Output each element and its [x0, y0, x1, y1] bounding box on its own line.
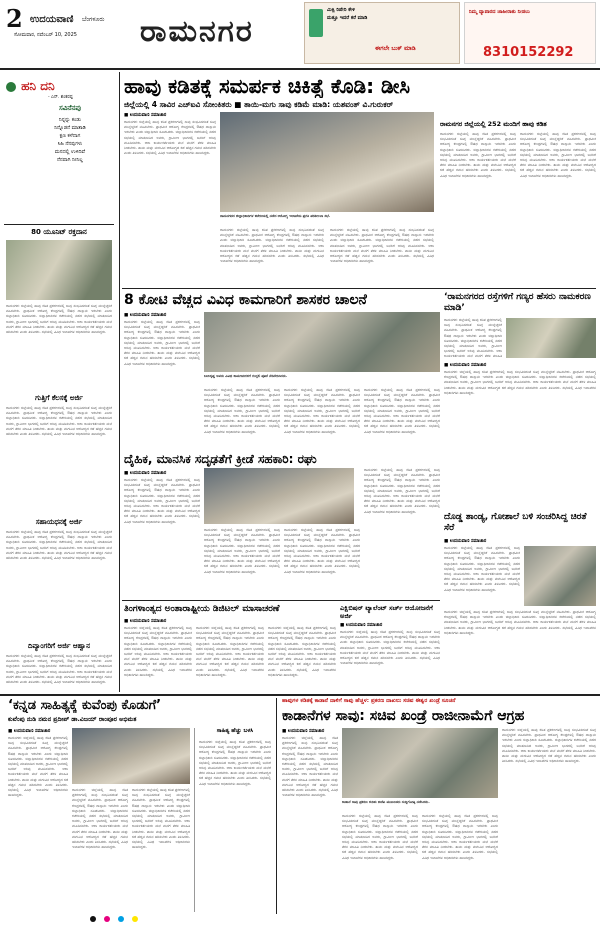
paper-name: ಉದಯವಾಣಿ: [30, 14, 74, 25]
byline: ■ ಉದಯವಾಣಿ ಸಮಾಚಾರ: [124, 471, 167, 476]
article-body: ರಾಮನಗರ: ಜಿಲ್ಲೆಯಲ್ಲಿ ಹಾವು ಕಡಿತ ಪ್ರಕರಣಗಳಲ್ಲಿ ಸಾವು ಸಂಭವಿಸದಂತೆ ಸೂಕ್ತ ಮುನ್ನೆಚ್ಚರಿಕೆ ವಹಿಸಬೇಕು. ಪ್ರಾಥಮಿಕ ಆರೋಗ್ಯ ಕೇಂದ್ರಗಳಲ್ಲಿ ಔಷಧ ದಾಸ್ತಾನು ಇರಬೇಕು ಎಂದು ಜಿಲ್ಲಾಧಿಕಾರಿ ಸೂಚಿಸಿದರು. ಜಿಲ್ಲಾಧಿಕಾರಿಗಳ ಕಚೇರಿಯಲ್ಲಿ ನಡೆದ ಸಭೆಯಲ್ಲಿ ಮಾತನಾಡಿದ ಅವರು, ಗ್ರಾಮೀಣ ಭಾಗದಲ್ಲಿ ಜನರಿಗೆ ಅರಿವು ಮೂಡಿಸಬೇಕು. ಆಶಾ ಕಾರ್ಯಕರ್ತೆಯರು ಮನೆ ಮನೆಗೆ ತೆರಳಿ ಮಾಹಿತಿ ನೀಡಬೇಕು. ತಾಯಿ ಮತ್ತು ಮಗುವಿನ ಆರೋಗ್ಯದ ಕಡೆ ಹೆಚ್ಚಿನ ಗಮನ ಹರಿಸಬೇಕು ಎಂದು ತಿಳಿಸಿದರು. ಸಭೆಯಲ್ಲಿ ವಿವಿಧ ಇಲಾಖೆಗಳ ಅಧಿಕಾರಿಗಳು ಹಾಜರಿದ್ದರು.: [444, 546, 520, 592]
kuvempu-event-photo: [72, 728, 190, 784]
poem-box: [30, 104, 110, 224]
article-body: ರಾಮನಗರ: ಜಿಲ್ಲೆಯಲ್ಲಿ ಹಾವು ಕಡಿತ ಪ್ರಕರಣಗಳಲ್ಲಿ ಸಾವು ಸಂಭವಿಸದಂತೆ ಸೂಕ್ತ ಮುನ್ನೆಚ್ಚರಿಕೆ ವಹಿಸಬೇಕು. ಪ್ರಾಥಮಿಕ ಆರೋಗ್ಯ ಕೇಂದ್ರಗಳಲ್ಲಿ ಔಷಧ ದಾಸ್ತಾನು ಇರಬೇಕು ಎಂದು ಜಿಲ್ಲಾಧಿಕಾರಿ ಸೂಚಿಸಿದರು. ಜಿಲ್ಲಾಧಿಕಾರಿಗಳ ಕಚೇರಿಯಲ್ಲಿ ನಡೆದ ಸಭೆಯಲ್ಲಿ ಮಾತನಾಡಿದ ಅವರು, ಗ್ರಾಮೀಣ ಭಾಗದಲ್ಲಿ ಜನರಿಗೆ ಅರಿವು ಮೂಡಿಸಬೇಕು. ಆಶಾ ಕಾರ್ಯಕರ್ತೆಯರು ಮನೆ ಮನೆಗೆ ತೆರಳಿ ಮಾಹಿತಿ ನೀಡಬೇಕು. ತಾಯಿ ಮತ್ತು ಮಗುವಿನ ಆರೋಗ್ಯದ ಕಡೆ ಹೆಚ್ಚಿನ ಗಮನ ಹರಿಸಬೇಕು ಎಂದು ತಿಳಿಸಿದರು. ಸಭೆಯಲ್ಲಿ ವಿವಿಧ ಇಲಾಖೆಗಳ ಅಧಿಕಾರಿಗಳು ಹಾಜರಿದ್ದರು.: [282, 736, 338, 798]
column-logo: ಹನಿ ದನಿ: [21, 79, 55, 93]
poem-line: ನಿನ್ನೊಡನೆ ಮಾತಾಡಿ: [54, 125, 86, 131]
photo-caption: ಬಾಲಕೃಷ್ಣ ಅವರು ವಿವಿಧ ಕಾಮಗಾರಿಗಳಿಗೆ ಗುದ್ದಲಿ ಪೂಜೆ ನೆರವೇರಿಸಿದರು.: [204, 374, 288, 378]
talent-headline: ಎಕ್ಷಿಬಿಷನ್ ಟ್ಯಾಲೆಂಟ್ ಸರ್ಚ್ ಆಯೋಜನೆಗೆ ಅರ್ಜಿ: [340, 604, 433, 620]
honey-icon: [6, 82, 16, 92]
color-dot-icon: [118, 916, 124, 922]
color-dot-icon: [104, 916, 110, 922]
poem-line: ಕ್ಷಣ ಕಳೆದಾಗ: [59, 133, 81, 139]
section-title: ರಾಮನಗರ: [140, 14, 254, 49]
elephant-headline: ಕಾಡಾನೆಗಳ ಸಾವು: ಸಚಿವ ಖಂಡ್ರೆ ರಾಜೀನಾಮೆಗೆ ಆಗ್ರಹ: [282, 708, 525, 724]
article-body: ರಾಮನಗರ: ಜಿಲ್ಲೆಯಲ್ಲಿ ಹಾವು ಕಡಿತ ಪ್ರಕರಣಗಳಲ್ಲಿ ಸಾವು ಸಂಭವಿಸದಂತೆ ಸೂಕ್ತ ಮುನ್ನೆಚ್ಚರಿಕೆ ವಹಿಸಬೇಕು. ಪ್ರಾಥಮಿಕ ಆರೋಗ್ಯ ಕೇಂದ್ರಗಳಲ್ಲಿ ಔಷಧ ದಾಸ್ತಾನು ಇರಬೇಕು ಎಂದು ಜಿಲ್ಲಾಧಿಕಾರಿ ಸೂಚಿಸಿದರು. ಜಿಲ್ಲಾಧಿಕಾರಿಗಳ ಕಚೇರಿಯಲ್ಲಿ ನಡೆದ ಸಭೆಯಲ್ಲಿ ಮಾತನಾಡಿದ ಅವರು, ಗ್ರಾಮೀಣ ಭಾಗದಲ್ಲಿ ಜನರಿಗೆ ಅರಿವು ಮೂಡಿಸಬೇಕು. ಆಶಾ ಕಾರ್ಯಕರ್ತೆಯರು ಮನೆ ಮನೆಗೆ ತೆರಳಿ ಮಾಹಿತಿ ನೀಡಬೇಕು. ತಾಯಿ ಮತ್ತು ಮಗುವಿನ ಆರೋಗ್ಯದ ಕಡೆ ಹೆಚ್ಚಿನ ಗಮನ ಹರಿಸಬೇಕು ಎಂದು ತಿಳಿಸಿದರು. ಸಭೆಯಲ್ಲಿ ವಿವಿಧ ಇಲಾಖೆಗಳ ಅಧಿಕಾರಿಗಳು ಹಾಜರಿದ್ದರು.: [364, 388, 440, 434]
kuvempu-headline: ‘ಕನ್ನಡ ಸಾಹಿತ್ಯಕ್ಕೆ ಕುವೆಂಪು ಕೊಡುಗೆ’: [8, 698, 162, 713]
article-body: ರಾಮನಗರ: ಜಿಲ್ಲೆಯಲ್ಲಿ ಹಾವು ಕಡಿತ ಪ್ರಕರಣಗಳಲ್ಲಿ ಸಾವು ಸಂಭವಿಸದಂತೆ ಸೂಕ್ತ ಮುನ್ನೆಚ್ಚರಿಕೆ ವಹಿಸಬೇಕು. ಪ್ರಾಥಮಿಕ ಆರೋಗ್ಯ ಕೇಂದ್ರಗಳಲ್ಲಿ ಔಷಧ ದಾಸ್ತಾನು ಇರಬೇಕು ಎಂದು ಜಿಲ್ಲಾಧಿಕಾರಿ ಸೂಚಿಸಿದರು. ಜಿಲ್ಲಾಧಿಕಾರಿಗಳ ಕಚೇರಿಯಲ್ಲಿ ನಡೆದ ಸಭೆಯಲ್ಲಿ ಮಾತನಾಡಿದ ಅವರು, ಗ್ರಾಮೀಣ ಭಾಗದಲ್ಲಿ ಜನರಿಗೆ ಅರಿವು ಮೂಡಿಸಬೇಕು. ಆಶಾ ಕಾರ್ಯಕರ್ತೆಯರು ಮನೆ ಮನೆಗೆ ತೆರಳಿ ಮಾಹಿತಿ ನೀಡಬೇಕು. ತಾಯಿ ಮತ್ತು ಮಗುವಿನ ಆರೋಗ್ಯದ ಕಡೆ ಹೆಚ್ಚಿನ ಗಮನ ಹರಿಸಬೇಕು ಎಂದು ತಿಳಿಸಿದರು. ಸಭೆಯಲ್ಲಿ ವಿವಿಧ ಇಲಾಖೆಗಳ ಅಧಿಕಾರಿಗಳು ಹಾಜರಿದ್ದರು.: [72, 788, 128, 850]
lead-subhead: ಜಿಲ್ಲೆಯಲ್ಲಿ 4 ಸಾವಿರ ಎಚ್‌ಐವಿ ಸೋಂಕಿತರು ■ ತಾಯಿ-ಮಗು ಸಾವು ಕಡಿಮೆ ಮಾಡಿ: ಯಶವಂತ್ ವಿ.ಗುರುಕರ್: [124, 100, 394, 109]
color-dot-icon: [90, 916, 96, 922]
article-body: ರಾಮನಗರ: ಜಿಲ್ಲೆಯಲ್ಲಿ ಹಾವು ಕಡಿತ ಪ್ರಕರಣಗಳಲ್ಲಿ ಸಾವು ಸಂಭವಿಸದಂತೆ ಸೂಕ್ತ ಮುನ್ನೆಚ್ಚರಿಕೆ ವಹಿಸಬೇಕು. ಪ್ರಾಥಮಿಕ ಆರೋಗ್ಯ ಕೇಂದ್ರಗಳಲ್ಲಿ ಔಷಧ ದಾಸ್ತಾನು ಇರಬೇಕು ಎಂದು ಜಿಲ್ಲಾಧಿಕಾರಿ ಸೂಚಿಸಿದರು. ಜಿಲ್ಲಾಧಿಕಾರಿಗಳ ಕಚೇರಿಯಲ್ಲಿ ನಡೆದ ಸಭೆಯಲ್ಲಿ ಮಾತನಾಡಿದ ಅವರು, ಗ್ರಾಮೀಣ ಭಾಗದಲ್ಲಿ ಜನರಿಗೆ ಅರಿವು ಮೂಡಿಸಬೇಕು. ಆಶಾ ಕಾರ್ಯಕರ್ತೆಯರು ಮನೆ ಮನೆಗೆ ತೆರಳಿ ಮಾಹಿತಿ ನೀಡಬೇಕು. ತಾಯಿ ಮತ್ತು ಮಗುವಿನ ಆರೋಗ್ಯದ ಕಡೆ ಹೆಚ್ಚಿನ ಗಮನ ಹರಿಸಬೇಕು ಎಂದು ತಿಳಿಸಿದರು. ಸಭೆಯಲ್ಲಿ ವಿವಿಧ ಇಲಾಖೆಗಳ ಅಧಿಕಾರಿಗಳು ಹಾಜರಿದ್ದರು.: [8, 736, 68, 798]
poem-line: ನೆನಪಾಗಿ ನೀನಿಲ್ಲ: [57, 157, 83, 163]
article-body: ರಾಮನಗರ: ಜಿಲ್ಲೆಯಲ್ಲಿ ಹಾವು ಕಡಿತ ಪ್ರಕರಣಗಳಲ್ಲಿ ಸಾವು ಸಂಭವಿಸದಂತೆ ಸೂಕ್ತ ಮುನ್ನೆಚ್ಚರಿಕೆ ವಹಿಸಬೇಕು. ಪ್ರಾಥಮಿಕ ಆರೋಗ್ಯ ಕೇಂದ್ರಗಳಲ್ಲಿ ಔಷಧ ದಾಸ್ತಾನು ಇರಬೇಕು ಎಂದು ಜಿಲ್ಲಾಧಿಕಾರಿ ಸೂಚಿಸಿದರು. ಜಿಲ್ಲಾಧಿಕಾರಿಗಳ ಕಚೇರಿಯಲ್ಲಿ ನಡೆದ ಸಭೆಯಲ್ಲಿ ಮಾತನಾಡಿದ ಅವರು, ಗ್ರಾಮೀಣ ಭಾಗದಲ್ಲಿ ಜನರಿಗೆ ಅರಿವು ಮೂಡಿಸಬೇಕು. ಆಶಾ ಕಾರ್ಯಕರ್ತೆಯರು ಮನೆ ಮನೆಗೆ ತೆರಳಿ ಮಾಹಿತಿ ನೀಡಬೇಕು. ತಾಯಿ ಮತ್ತು ಮಗುವಿನ ಆರೋಗ್ಯದ ಕಡೆ ಹೆಚ್ಚಿನ ಗಮನ ಹರಿಸಬೇಕು ಎಂದು ತಿಳಿಸಿದರು. ಸಭೆಯಲ್ಲಿ ವಿವಿಧ ಇಲಾಖೆಗಳ ಅಧಿಕಾರಿಗಳು ಹಾಜರಿದ್ದರು.: [520, 132, 596, 178]
side-headline: ರಾಮನಗರ ಜಿಲ್ಲೆಯಲ್ಲಿ 252 ಮಂದಿಗೆ ಹಾವು ಕಡಿತ: [440, 120, 547, 128]
poem-line: ಸಿಹಿ ನೆನಪುಗಳು: [57, 141, 83, 147]
masthead: [0, 0, 600, 68]
article-body: ರಾಮನಗರ: ಜಿಲ್ಲೆಯಲ್ಲಿ ಹಾವು ಕಡಿತ ಪ್ರಕರಣಗಳಲ್ಲಿ ಸಾವು ಸಂಭವಿಸದಂತೆ ಸೂಕ್ತ ಮುನ್ನೆಚ್ಚರಿಕೆ ವಹಿಸಬೇಕು. ಪ್ರಾಥಮಿಕ ಆರೋಗ್ಯ ಕೇಂದ್ರಗಳಲ್ಲಿ ಔಷಧ ದಾಸ್ತಾನು ಇರಬೇಕು ಎಂದು ಜಿಲ್ಲಾಧಿಕಾರಿ ಸೂಚಿಸಿದರು. ಜಿಲ್ಲಾಧಿಕಾರಿಗಳ ಕಚೇರಿಯಲ್ಲಿ ನಡೆದ ಸಭೆಯಲ್ಲಿ ಮಾತನಾಡಿದ ಅವರು, ಗ್ರಾಮೀಣ ಭಾಗದಲ್ಲಿ ಜನರಿಗೆ ಅರಿವು ಮೂಡಿಸಬೇಕು. ಆಶಾ ಕಾರ್ಯಕರ್ತೆಯರು ಮನೆ ಮನೆಗೆ ತೆರಳಿ ಮಾಹಿತಿ ನೀಡಬೇಕು. ತಾಯಿ ಮತ್ತು ಮಗುವಿನ ಆರೋಗ್ಯದ ಕಡೆ ಹೆಚ್ಚಿನ ಗಮನ ಹರಿಸಬೇಕು ಎಂದು ತಿಳಿಸಿದರು. ಸಭೆಯಲ್ಲಿ ವಿವಿಧ ಇಲಾಖೆಗಳ ಅಧಿಕಾರಿಗಳು ಹಾಜರಿದ್ದರು.: [196, 626, 264, 677]
ad-contact[interactable]: [464, 2, 596, 64]
article-body: ರಾಮನಗರ: ಜಿಲ್ಲೆಯಲ್ಲಿ ಹಾವು ಕಡಿತ ಪ್ರಕರಣಗಳಲ್ಲಿ ಸಾವು ಸಂಭವಿಸದಂತೆ ಸೂಕ್ತ ಮುನ್ನೆಚ್ಚರಿಕೆ ವಹಿಸಬೇಕು. ಪ್ರಾಥಮಿಕ ಆರೋಗ್ಯ ಕೇಂದ್ರಗಳಲ್ಲಿ ಔಷಧ ದಾಸ್ತಾನು ಇರಬೇಕು ಎಂದು ಜಿಲ್ಲಾಧಿಕಾರಿ ಸೂಚಿಸಿದರು. ಜಿಲ್ಲಾಧಿಕಾರಿಗಳ ಕಚೇರಿಯಲ್ಲಿ ನಡೆದ ಸಭೆಯಲ್ಲಿ ಮಾತನಾಡಿದ ಅವರು, ಗ್ರಾಮೀಣ ಭಾಗದಲ್ಲಿ ಜನರಿಗೆ ಅರಿವು ಮೂಡಿಸಬೇಕು. ಆಶಾ ಕಾರ್ಯಕರ್ತೆಯರು ಮನೆ ಮನೆಗೆ ತೆರಳಿ ಮಾಹಿತಿ ನೀಡಬೇಕು. ತಾಯಿ ಮತ್ತು ಮಗುವಿನ ಆರೋಗ್ಯದ ಕಡೆ ಹೆಚ್ಚಿನ ಗಮನ ಹರಿಸಬೇಕು ಎಂದು ತಿಳಿಸಿದರು. ಸಭೆಯಲ್ಲಿ ವಿವಿಧ ಇಲಾಖೆಗಳ ಅಧಿಕಾರಿಗಳು ಹಾಜರಿದ್ದರು.: [220, 228, 324, 264]
divider: [122, 600, 440, 601]
meeting-photo: [220, 112, 434, 212]
byline: ■ ಉದಯವಾಣಿ ಸಮಾಚಾರ: [282, 729, 325, 734]
byline: ■ ಉದಯವಾಣಿ ಸಮಾಚಾರ: [444, 539, 487, 544]
inset-title: ಸಾಹಿತ್ಯ ಹೆಚ್ಚು ಬಳಸಿ: [216, 728, 254, 734]
color-dot-icon: [132, 916, 138, 922]
article-body: ರಾಮನಗರ: ಜಿಲ್ಲೆಯಲ್ಲಿ ಹಾವು ಕಡಿತ ಪ್ರಕರಣಗಳಲ್ಲಿ ಸಾವು ಸಂಭವಿಸದಂತೆ ಸೂಕ್ತ ಮುನ್ನೆಚ್ಚರಿಕೆ ವಹಿಸಬೇಕು. ಪ್ರಾಥಮಿಕ ಆರೋಗ್ಯ ಕೇಂದ್ರಗಳಲ್ಲಿ ಔಷಧ ದಾಸ್ತಾನು ಇರಬೇಕು ಎಂದು ಜಿಲ್ಲಾಧಿಕಾರಿ ಸೂಚಿಸಿದರು. ಜಿಲ್ಲಾಧಿಕಾರಿಗಳ ಕಚೇರಿಯಲ್ಲಿ ನಡೆದ ಸಭೆಯಲ್ಲಿ ಮಾತನಾಡಿದ ಅವರು, ಗ್ರಾಮೀಣ ಭಾಗದಲ್ಲಿ ಜನರಿಗೆ ಅರಿವು ಮೂಡಿಸಬೇಕು. ಆಶಾ ಕಾರ್ಯಕರ್ತೆಯರು ಮನೆ ಮನೆಗೆ ತೆರಳಿ ಮಾಹಿತಿ ನೀಡಬೇಕು. ತಾಯಿ ಮತ್ತು ಮಗುವಿನ ಆರೋಗ್ಯದ ಕಡೆ ಹೆಚ್ಚಿನ ಗಮನ ಹರಿಸಬೇಕು ಎಂದು ತಿಳಿಸಿದರು. ಸಭೆಯಲ್ಲಿ ವಿವಿಧ ಇಲಾಖೆಗಳ ಅಧಿಕಾರಿಗಳು ಹಾಜರಿದ್ದರು.: [342, 814, 418, 860]
sidebar-divider: [119, 72, 120, 692]
article-body: ರಾಮನಗರ: ಜಿಲ್ಲೆಯಲ್ಲಿ ಹಾವು ಕಡಿತ ಪ್ರಕರಣಗಳಲ್ಲಿ ಸಾವು ಸಂಭವಿಸದಂತೆ ಸೂಕ್ತ ಮುನ್ನೆಚ್ಚರಿಕೆ ವಹಿಸಬೇಕು. ಪ್ರಾಥಮಿಕ ಆರೋಗ್ಯ ಕೇಂದ್ರಗಳಲ್ಲಿ ಔಷಧ ದಾಸ್ತಾನು ಇರಬೇಕು ಎಂದು ಜಿಲ್ಲಾಧಿಕಾರಿ ಸೂಚಿಸಿದರು. ಜಿಲ್ಲಾಧಿಕಾರಿಗಳ ಕಚೇರಿಯಲ್ಲಿ ನಡೆದ ಸಭೆಯಲ್ಲಿ ಮಾತನಾಡಿದ ಅವರು, ಗ್ರಾಮೀಣ ಭಾಗದಲ್ಲಿ ಜನರಿಗೆ ಅರಿವು ಮೂಡಿಸಬೇಕು. ಆಶಾ ಕಾರ್ಯಕರ್ತೆಯರು ಮನೆ ಮನೆಗೆ ತೆರಳಿ ಮಾಹಿತಿ ನೀಡಬೇಕು. ತಾಯಿ ಮತ್ತು ಮಗುವಿನ ಆರೋಗ್ಯದ ಕಡೆ ಹೆಚ್ಚಿನ ಗಮನ ಹರಿಸಬೇಕು ಎಂದು ತಿಳಿಸಿದರು. ಸಭೆಯಲ್ಲಿ ವಿವಿಧ ಇಲಾಖೆಗಳ ಅಧಿಕಾರಿಗಳು ಹಾಜರಿದ್ದರು.: [440, 132, 516, 178]
article-body: ರಾಮನಗರ: ಜಿಲ್ಲೆಯಲ್ಲಿ ಹಾವು ಕಡಿತ ಪ್ರಕರಣಗಳಲ್ಲಿ ಸಾವು ಸಂಭವಿಸದಂತೆ ಸೂಕ್ತ ಮುನ್ನೆಚ್ಚರಿಕೆ ವಹಿಸಬೇಕು. ಪ್ರಾಥಮಿಕ ಆರೋಗ್ಯ ಕೇಂದ್ರಗಳಲ್ಲಿ ಔಷಧ ದಾಸ್ತಾನು ಇರಬೇಕು ಎಂದು ಜಿಲ್ಲಾಧಿಕಾರಿ ಸೂಚಿಸಿದರು. ಜಿಲ್ಲಾಧಿಕಾರಿಗಳ ಕಚೇರಿಯಲ್ಲಿ ನಡೆದ ಸಭೆಯಲ್ಲಿ ಮಾತನಾಡಿದ ಅವರು, ಗ್ರಾಮೀಣ ಭಾಗದಲ್ಲಿ ಜನರಿಗೆ ಅರಿವು ಮೂಡಿಸಬೇಕು. ಆಶಾ ಕಾರ್ಯಕರ್ತೆಯರು ಮನೆ ಮನೆಗೆ ತೆರಳಿ ಮಾಹಿತಿ ನೀಡಬೇಕು. ತಾಯಿ ಮತ್ತು ಮಗುವಿನ ಆರೋಗ್ಯದ ಕಡೆ ಹೆಚ್ಚಿನ ಗಮನ ಹರಿಸಬೇಕು ಎಂದು ತಿಳಿಸಿದರು. ಸಭೆಯಲ್ಲಿ ವಿವಿಧ ಇಲಾಖೆಗಳ ಅಧಿಕಾರಿಗಳು ಹಾಜರಿದ್ದರು.: [204, 528, 280, 574]
article-body: ರಾಮನಗರ: ಜಿಲ್ಲೆಯಲ್ಲಿ ಹಾವು ಕಡಿತ ಪ್ರಕರಣಗಳಲ್ಲಿ ಸಾವು ಸಂಭವಿಸದಂತೆ ಸೂಕ್ತ ಮುನ್ನೆಚ್ಚರಿಕೆ ವಹಿಸಬೇಕು. ಪ್ರಾಥಮಿಕ ಆರೋಗ್ಯ ಕೇಂದ್ರಗಳಲ್ಲಿ ಔಷಧ ದಾಸ್ತಾನು ಇರಬೇಕು ಎಂದು ಜಿಲ್ಲಾಧಿಕಾರಿ ಸೂಚಿಸಿದರು. ಜಿಲ್ಲಾಧಿಕಾರಿಗಳ ಕಚೇರಿಯಲ್ಲಿ ನಡೆದ ಸಭೆಯಲ್ಲಿ ಮಾತನಾಡಿದ ಅವರು, ಗ್ರಾಮೀಣ ಭಾಗದಲ್ಲಿ ಜನರಿಗೆ ಅರಿವು ಮೂಡಿಸಬೇಕು. ಆಶಾ ಕಾರ್ಯಕರ್ತೆಯರು ಮನೆ ಮನೆಗೆ ತೆರಳಿ ಮಾಹಿತಿ ನೀಡಬೇಕು. ತಾಯಿ ಮತ್ತು ಮಗುವಿನ ಆರೋಗ್ಯದ ಕಡೆ ಹೆಚ್ಚಿನ ಗಮನ ಹರಿಸಬೇಕು ಎಂದು ತಿಳಿಸಿದರು. ಸಭೆಯಲ್ಲಿ ವಿವಿಧ ಇಲಾಖೆಗಳ ಅಧಿಕಾರಿಗಳು ಹಾಜರಿದ್ದರು.: [364, 468, 440, 514]
article-body: ರಾಮನಗರ: ಜಿಲ್ಲೆಯಲ್ಲಿ ಹಾವು ಕಡಿತ ಪ್ರಕರಣಗಳಲ್ಲಿ ಸಾವು ಸಂಭವಿಸದಂತೆ ಸೂಕ್ತ ಮುನ್ನೆಚ್ಚರಿಕೆ ವಹಿಸಬೇಕು. ಪ್ರಾಥಮಿಕ ಆರೋಗ್ಯ ಕೇಂದ್ರಗಳಲ್ಲಿ ಔಷಧ ದಾಸ್ತಾನು ಇರಬೇಕು ಎಂದು ಜಿಲ್ಲಾಧಿಕಾರಿ ಸೂಚಿಸಿದರು. ಜಿಲ್ಲಾಧಿಕಾರಿಗಳ ಕಚೇರಿಯಲ್ಲಿ ನಡೆದ ಸಭೆಯಲ್ಲಿ ಮಾತನಾಡಿದ ಅವರು, ಗ್ರಾಮೀಣ ಭಾಗದಲ್ಲಿ ಜನರಿಗೆ ಅರಿವು ಮೂಡಿಸಬೇಕು. ಆಶಾ ಕಾರ್ಯಕರ್ತೆಯರು ಮನೆ ಮನೆಗೆ ತೆರಳಿ ಮಾಹಿತಿ ನೀಡಬೇಕು. ತಾಯಿ ಮತ್ತು ಮಗುವಿನ ಆರೋಗ್ಯದ ಕಡೆ ಹೆಚ್ಚಿನ ಗಮನ ಹರಿಸಬೇಕು ಎಂದು ತಿಳಿಸಿದರು. ಸಭೆಯಲ್ಲಿ ವಿವಿಧ ಇಲಾಖೆಗಳ ಅಧಿಕಾರಿಗಳು ಹಾಜರಿದ್ದರು.: [6, 406, 112, 437]
sidebar: [0, 72, 118, 692]
article-body: ರಾಮನಗರ: ಜಿಲ್ಲೆಯಲ್ಲಿ ಹಾವು ಕಡಿತ ಪ್ರಕರಣಗಳಲ್ಲಿ ಸಾವು ಸಂಭವಿಸದಂತೆ ಸೂಕ್ತ ಮುನ್ನೆಚ್ಚರಿಕೆ ವಹಿಸಬೇಕು. ಪ್ರಾಥಮಿಕ ಆರೋಗ್ಯ ಕೇಂದ್ರಗಳಲ್ಲಿ ಔಷಧ ದಾಸ್ತಾನು ಇರಬೇಕು ಎಂದು ಜಿಲ್ಲಾಧಿಕಾರಿ ಸೂಚಿಸಿದರು. ಜಿಲ್ಲಾಧಿಕಾರಿಗಳ ಕಚೇರಿಯಲ್ಲಿ ನಡೆದ ಸಭೆಯಲ್ಲಿ ಮಾತನಾಡಿದ ಅವರು, ಗ್ರಾಮೀಣ ಭಾಗದಲ್ಲಿ ಜನರಿಗೆ ಅರಿವು ಮೂಡಿಸಬೇಕು. ಆಶಾ ಕಾರ್ಯಕರ್ತೆಯರು ಮನೆ ಮನೆಗೆ ತೆರಳಿ ಮಾಹಿತಿ ನೀಡಬೇಕು. ತಾಯಿ ಮತ್ತು ಮಗುವಿನ ಆರೋಗ್ಯದ ಕಡೆ ಹೆಚ್ಚಿನ ಗಮನ ಹರಿಸಬೇಕು ಎಂದು ತಿಳಿಸಿದರು. ಸಭೆಯಲ್ಲಿ ವಿವಿಧ ಇಲಾಖೆಗಳ ಅಧಿಕಾರಿಗಳು ಹಾಜರಿದ್ದರು.: [124, 626, 192, 677]
article-body: ರಾಮನಗರ: ಜಿಲ್ಲೆಯಲ್ಲಿ ಹಾವು ಕಡಿತ ಪ್ರಕರಣಗಳಲ್ಲಿ ಸಾವು ಸಂಭವಿಸದಂತೆ ಸೂಕ್ತ ಮುನ್ನೆಚ್ಚರಿಕೆ ವಹಿಸಬೇಕು. ಪ್ರಾಥಮಿಕ ಆರೋಗ್ಯ ಕೇಂದ್ರಗಳಲ್ಲಿ ಔಷಧ ದಾಸ್ತಾನು ಇರಬೇಕು ಎಂದು ಜಿಲ್ಲಾಧಿಕಾರಿ ಸೂಚಿಸಿದರು. ಜಿಲ್ಲಾಧಿಕಾರಿಗಳ ಕಚೇರಿಯಲ್ಲಿ ನಡೆದ ಸಭೆಯಲ್ಲಿ ಮಾತನಾಡಿದ ಅವರು, ಗ್ರಾಮೀಣ ಭಾಗದಲ್ಲಿ ಜನರಿಗೆ ಅರಿವು ಮೂಡಿಸಬೇಕು. ಆಶಾ ಕಾರ್ಯಕರ್ತೆಯರು ಮನೆ ಮನೆಗೆ ತೆರಳಿ ಮಾಹಿತಿ ನೀಡಬೇಕು. ತಾಯಿ ಮತ್ತು ಮಗುವಿನ ಆರೋಗ್ಯದ ಕಡೆ ಹೆಚ್ಚಿನ ಗಮನ ಹರಿಸಬೇಕು ಎಂದು ತಿಳಿಸಿದರು. ಸಭೆಯಲ್ಲಿ ವಿವಿಧ ಇಲಾಖೆಗಳ ಅಧಿಕಾರಿಗಳು ಹಾಜರಿದ್ದರು.: [444, 370, 596, 395]
story-title: ಗುತ್ತಿಗೆ ಕೆಲಸಕ್ಕೆ ಅರ್ಜಿ: [35, 394, 83, 402]
article-body: ರಾಮನಗರ: ಜಿಲ್ಲೆಯಲ್ಲಿ ಹಾವು ಕಡಿತ ಪ್ರಕರಣಗಳಲ್ಲಿ ಸಾವು ಸಂಭವಿಸದಂತೆ ಸೂಕ್ತ ಮುನ್ನೆಚ್ಚರಿಕೆ ವಹಿಸಬೇಕು. ಪ್ರಾಥಮಿಕ ಆರೋಗ್ಯ ಕೇಂದ್ರಗಳಲ್ಲಿ ಔಷಧ ದಾಸ್ತಾನು ಇರಬೇಕು ಎಂದು ಜಿಲ್ಲಾಧಿಕಾರಿ ಸೂಚಿಸಿದರು. ಜಿಲ್ಲಾಧಿಕಾರಿಗಳ ಕಚೇರಿಯಲ್ಲಿ ನಡೆದ ಸಭೆಯಲ್ಲಿ ಮಾತನಾಡಿದ ಅವರು, ಗ್ರಾಮೀಣ ಭಾಗದಲ್ಲಿ ಜನರಿಗೆ ಅರಿವು ಮೂಡಿಸಬೇಕು. ಆಶಾ ಕಾರ್ಯಕರ್ತೆಯರು ಮನೆ ಮನೆಗೆ ತೆರಳಿ ಮಾಹಿತಿ ನೀಡಬೇಕು. ತಾಯಿ ಮತ್ತು ಮಗುವಿನ ಆರೋಗ್ಯದ ಕಡೆ ಹೆಚ್ಚಿನ ಗಮನ ಹರಿಸಬೇಕು ಎಂದು ತಿಳಿಸಿದರು. ಸಭೆಯಲ್ಲಿ ವಿವಿಧ ಇಲಾಖೆಗಳ ಅಧಿಕಾರಿಗಳು ಹಾಜರಿದ್ದರು.: [502, 728, 596, 764]
story-title: 80 ಯೂನಿಟ್ ರಕ್ತದಾನ: [31, 228, 87, 236]
inset-box: [194, 728, 272, 912]
byline: ■ ಉದಯವಾಣಿ ಸಮಾಚಾರ: [444, 363, 487, 368]
article-body: ರಾಮನಗರ: ಜಿಲ್ಲೆಯಲ್ಲಿ ಹಾವು ಕಡಿತ ಪ್ರಕರಣಗಳಲ್ಲಿ ಸಾವು ಸಂಭವಿಸದಂತೆ ಸೂಕ್ತ ಮುನ್ನೆಚ್ಚರಿಕೆ ವಹಿಸಬೇಕು. ಪ್ರಾಥಮಿಕ ಆರೋಗ್ಯ ಕೇಂದ್ರಗಳಲ್ಲಿ ಔಷಧ ದಾಸ್ತಾನು ಇರಬೇಕು ಎಂದು ಜಿಲ್ಲಾಧಿಕಾರಿ ಸೂಚಿಸಿದರು. ಜಿಲ್ಲಾಧಿಕಾರಿಗಳ ಕಚೇರಿಯಲ್ಲಿ ನಡೆದ ಸಭೆಯಲ್ಲಿ ಮಾತನಾಡಿದ ಅವರು, ಗ್ರಾಮೀಣ ಭಾಗದಲ್ಲಿ ಜನರಿಗೆ ಅರಿವು ಮೂಡಿಸಬೇಕು. ಆಶಾ ಕಾರ್ಯಕರ್ತೆಯರು ಮನೆ ಮನೆಗೆ ತೆರಳಿ ಮಾಹಿತಿ: [444, 318, 502, 358]
poem-line: ಮನದಲ್ಲಿ ಉಳಿದಿವೆ: [54, 149, 86, 155]
article-body: ರಾಮನಗರ: ಜಿಲ್ಲೆಯಲ್ಲಿ ಹಾವು ಕಡಿತ ಪ್ರಕರಣಗಳಲ್ಲಿ ಸಾವು ಸಂಭವಿಸದಂತೆ ಸೂಕ್ತ ಮುನ್ನೆಚ್ಚರಿಕೆ ವಹಿಸಬೇಕು. ಪ್ರಾಥಮಿಕ ಆರೋಗ್ಯ ಕೇಂದ್ರಗಳಲ್ಲಿ ಔಷಧ ದಾಸ್ತಾನು ಇರಬೇಕು ಎಂದು ಜಿಲ್ಲಾಧಿಕಾರಿ ಸೂಚಿಸಿದರು. ಜಿಲ್ಲಾಧಿಕಾರಿಗಳ ಕಚೇರಿಯಲ್ಲಿ ನಡೆದ ಸಭೆಯಲ್ಲಿ ಮಾತನಾಡಿದ ಅವರು, ಗ್ರಾಮೀಣ ಭಾಗದಲ್ಲಿ ಜನರಿಗೆ ಅರಿವು ಮೂಡಿಸಬೇಕು. ಆಶಾ ಕಾರ್ಯಕರ್ತೆಯರು ಮನೆ ಮನೆಗೆ ತೆರಳಿ ಮಾಹಿತಿ ನೀಡಬೇಕು. ತಾಯಿ ಮತ್ತು ಮಗುವಿನ ಆರೋಗ್ಯದ ಕಡೆ ಹೆಚ್ಚಿನ ಗಮನ ಹರಿಸಬೇಕು ಎಂದು ತಿಳಿಸಿದರು. ಸಭೆಯಲ್ಲಿ ವಿವಿಧ ಇಲಾಖೆಗಳ ಅಧಿಕಾರಿಗಳು ಹಾಜರಿದ್ದರು.: [6, 304, 112, 335]
bottom-divider: [276, 698, 277, 914]
article-body: ರಾಮನಗರ: ಜಿಲ್ಲೆಯಲ್ಲಿ ಹಾವು ಕಡಿತ ಪ್ರಕರಣಗಳಲ್ಲಿ ಸಾವು ಸಂಭವಿಸದಂತೆ ಸೂಕ್ತ ಮುನ್ನೆಚ್ಚರಿಕೆ ವಹಿಸಬೇಕು. ಪ್ರಾಥಮಿಕ ಆರೋಗ್ಯ ಕೇಂದ್ರಗಳಲ್ಲಿ ಔಷಧ ದಾಸ್ತಾನು ಇರಬೇಕು ಎಂದು ಜಿಲ್ಲಾಧಿಕಾರಿ ಸೂಚಿಸಿದರು. ಜಿಲ್ಲಾಧಿಕಾರಿಗಳ ಕಚೇರಿಯಲ್ಲಿ ನಡೆದ ಸಭೆಯಲ್ಲಿ ಮಾತನಾಡಿದ ಅವರು, ಗ್ರಾಮೀಣ ಭಾಗದಲ್ಲಿ ಜನರಿಗೆ ಅರಿವು ಮೂಡಿಸಬೇಕು. ಆಶಾ ಕಾರ್ಯಕರ್ತೆಯರು ಮನೆ ಮನೆಗೆ ತೆರಳಿ ಮಾಹಿತಿ ನೀಡಬೇಕು. ತಾಯಿ ಮತ್ತು ಮಗುವಿನ ಆರೋಗ್ಯದ ಕಡೆ ಹೆಚ್ಚಿನ ಗಮನ ಹರಿಸಬೇಕು ಎಂದು ತಿಳಿಸಿದರು. ಸಭೆಯಲ್ಲಿ ವಿವಿಧ ಇಲಾಖೆಗಳ ಅಧಿಕಾರಿಗಳು ಹಾಜರಿದ್ದರು.: [268, 626, 336, 677]
byline: ■ ಉದಯವಾಣಿ ಸಮಾಚಾರ: [340, 623, 383, 628]
masthead-divider: [0, 68, 600, 70]
edition: ಬೆಂಗಳೂರು: [82, 16, 105, 23]
press-meet-photo: [342, 728, 498, 798]
photo-caption: ರಾಮನಗರದ ಜಿಲ್ಲಾಧಿಕಾರಿಗಳ ಕಚೇರಿಯಲ್ಲಿ ನಡೆದ ಆರೋಗ್ಯ ಇಲಾಖೆಯ ಪ್ರಗತಿ ಪರಿಶೀಲನಾ ಸಭೆ.: [220, 214, 331, 218]
kuvempu-subhead: ಕುವೆಂಪು ನುಡಿ ನಮನ ಪ್ರದೀಪ್ ಡಾ.ವಿಜಯ್ ರಾಂಪೂರ ಅಭಿಮತ: [8, 716, 137, 723]
honey-logo: [6, 76, 114, 92]
page-number: 2: [6, 4, 23, 33]
ad2-text: ನಿಮ್ಮ ವ್ಯಾಪಾರದ ಜಾಹೀರಾತು ನೀಡಲು: [469, 9, 530, 15]
lead-headline: ಹಾವು ಕಡಿತಕ್ಕೆ ಸಮರ್ಪಕ ಚಿಕಿತ್ಸೆ ಕೊಡಿ: ಡೀಸಿ: [124, 74, 411, 98]
ad-promo: ಈಗಲೇ ಬುಕ್ ಮಾಡಿ: [375, 45, 416, 52]
article-body: ರಾಮನಗರ: ಜಿಲ್ಲೆಯಲ್ಲಿ ಹಾವು ಕಡಿತ ಪ್ರಕರಣಗಳಲ್ಲಿ ಸಾವು ಸಂಭವಿಸದಂತೆ ಸೂಕ್ತ ಮುನ್ನೆಚ್ಚರಿಕೆ ವಹಿಸಬೇಕು. ಪ್ರಾಥಮಿಕ ಆರೋಗ್ಯ ಕೇಂದ್ರಗಳಲ್ಲಿ ಔಷಧ ದಾಸ್ತಾನು ಇರಬೇಕು ಎಂದು ಜಿಲ್ಲಾಧಿಕಾರಿ ಸೂಚಿಸಿದರು. ಜಿಲ್ಲಾಧಿಕಾರಿಗಳ ಕಚೇರಿಯಲ್ಲಿ ನಡೆದ ಸಭೆಯಲ್ಲಿ ಮಾತನಾಡಿದ ಅವರು, ಗ್ರಾಮೀಣ ಭಾಗದಲ್ಲಿ ಜನರಿಗೆ ಅರಿವು ಮೂಡಿಸಬೇಕು. ಆಶಾ ಕಾರ್ಯಕರ್ತೆಯರು ಮನೆ ಮನೆಗೆ ತೆರಳಿ ಮಾಹಿತಿ ನೀಡಬೇಕು. ತಾಯಿ ಮತ್ತು ಮಗುವಿನ ಆರೋಗ್ಯದ ಕಡೆ ಹೆಚ್ಚಿನ ಗಮನ ಹರಿಸಬೇಕು ಎಂದು ತಿಳಿಸಿದರು. ಸಭೆಯಲ್ಲಿ ವಿವಿಧ ಇಲಾಖೆಗಳ ಅಧಿಕಾರಿಗಳು ಹಾಜರಿದ್ದರು.: [124, 478, 200, 524]
story-title: ದಿವ್ಯಾಂಗರಿಗೆ ಅರ್ಜಿ ಆಹ್ವಾನ: [27, 642, 90, 650]
elephant-kicker: ಹಾವುಗಳ ಕಡಿತಕ್ಕೆ ಕಾಡಾನೆ ದಾಳಿಗೆ ಸಾವು ಹೆಚ್ಚಳ: ಪ್ರಕರಣ ದಾಖಲು ಸಚಿವ ಈಶ್ವರ ಖಂಡ್ರೆ ಸೂಚನೆ: [282, 698, 456, 704]
article-body: ರಾಮನಗರ: ಜಿಲ್ಲೆಯಲ್ಲಿ ಹಾವು ಕಡಿತ ಪ್ರಕರಣಗಳಲ್ಲಿ ಸಾವು ಸಂಭವಿಸದಂತೆ ಸೂಕ್ತ ಮುನ್ನೆಚ್ಚರಿಕೆ ವಹಿಸಬೇಕು. ಪ್ರಾಥಮಿಕ ಆರೋಗ್ಯ ಕೇಂದ್ರಗಳಲ್ಲಿ ಔಷಧ ದಾಸ್ತಾನು ಇರಬೇಕು ಎಂದು ಜಿಲ್ಲಾಧಿಕಾರಿ ಸೂಚಿಸಿದರು. ಜಿಲ್ಲಾಧಿಕಾರಿಗಳ ಕಚೇರಿಯಲ್ಲಿ ನಡೆದ ಸಭೆಯಲ್ಲಿ ಮಾತನಾಡಿದ ಅವರು, ಗ್ರಾಮೀಣ ಭಾಗದಲ್ಲಿ ಜನರಿಗೆ ಅರಿವು ಮೂಡಿಸಬೇಕು. ಆಶಾ ಕಾರ್ಯಕರ್ತೆಯರು ಮನೆ ಮನೆಗೆ ತೆರಳಿ ಮಾಹಿತಿ ನೀಡಬೇಕು. ತಾಯಿ ಮತ್ತು ಮಗುವಿನ ಆರೋಗ್ಯದ ಕಡೆ ಹೆಚ್ಚಿನ ಗಮನ ಹರಿಸಬೇಕು ಎಂದು ತಿಳಿಸಿದರು. ಸಭೆಯಲ್ಲಿ ವಿವಿಧ ಇಲಾಖೆಗಳ ಅಧಿಕಾರಿಗಳು ಹಾಜರಿದ್ದರು.: [124, 120, 216, 156]
leopard-cage-photo: [524, 546, 596, 606]
ad-line-2: ಮತ್ತೂ ಇದರೆ ಕರೆ ಮಾಡಿ: [327, 15, 368, 21]
ceremony-photo: [204, 312, 440, 372]
byline: ■ ಉದಯವಾಣಿ ಸಮಾಚಾರ: [124, 313, 167, 318]
ad2-phone: 8310152292: [483, 45, 574, 60]
story-title: ಸಹಾಯಧನಕ್ಕೆ ಅರ್ಜಿ: [35, 518, 83, 526]
byline: ■ ಉದಯವಾಣಿ ಸಮಾಚಾರ: [8, 729, 51, 734]
photo-caption: ಕಾಡಾನೆ ಸಾವು ಪ್ರಕರಣ ಕುರಿತು ಬಿಜೆಪಿ ಮುಖಂಡರು ಸುದ್ದಿಗೋಷ್ಠಿ ನಡೆಸಿದರು.: [342, 800, 430, 804]
article-body: ರಾಮನಗರ: ಜಿಲ್ಲೆಯಲ್ಲಿ ಹಾವು ಕಡಿತ ಪ್ರಕರಣಗಳಲ್ಲಿ ಸಾವು ಸಂಭವಿಸದಂತೆ ಸೂಕ್ತ ಮುನ್ನೆಚ್ಚರಿಕೆ ವಹಿಸಬೇಕು. ಪ್ರಾಥಮಿಕ ಆರೋಗ್ಯ ಕೇಂದ್ರಗಳಲ್ಲಿ ಔಷಧ ದಾಸ್ತಾನು ಇರಬೇಕು ಎಂದು ಜಿಲ್ಲಾಧಿಕಾರಿ ಸೂಚಿಸಿದರು. ಜಿಲ್ಲಾಧಿಕಾರಿಗಳ ಕಚೇರಿಯಲ್ಲಿ ನಡೆದ ಸಭೆಯಲ್ಲಿ ಮಾತನಾಡಿದ ಅವರು, ಗ್ರಾಮೀಣ ಭಾಗದಲ್ಲಿ ಜನರಿಗೆ ಅರಿವು ಮೂಡಿಸಬೇಕು. ಆಶಾ ಕಾರ್ಯಕರ್ತೆಯರು ಮನೆ ಮನೆಗೆ ತೆರಳಿ ಮಾಹಿತಿ ನೀಡಬೇಕು. ತಾಯಿ ಮತ್ತು ಮಗುವಿನ ಆರೋಗ್ಯದ ಕಡೆ ಹೆಚ್ಚಿನ ಗಮನ ಹರಿಸಬೇಕು ಎಂದು ತಿಳಿಸಿದರು. ಸಭೆಯಲ್ಲಿ ವಿವಿಧ ಇಲಾಖೆಗಳ ಅಧಿಕಾರಿಗಳು ಹಾಜರಿದ್ದರು.: [284, 388, 360, 434]
ad-mixie[interactable]: [304, 2, 460, 64]
article-body: ರಾಮನಗರ: ಜಿಲ್ಲೆಯಲ್ಲಿ ಹಾವು ಕಡಿತ ಪ್ರಕರಣಗಳಲ್ಲಿ ಸಾವು ಸಂಭವಿಸದಂತೆ ಸೂಕ್ತ ಮುನ್ನೆಚ್ಚರಿಕೆ ವಹಿಸಬೇಕು. ಪ್ರಾಥಮಿಕ ಆರೋಗ್ಯ ಕೇಂದ್ರಗಳಲ್ಲಿ ಔಷಧ ದಾಸ್ತಾನು ಇರಬೇಕು ಎಂದು ಜಿಲ್ಲಾಧಿಕಾರಿ ಸೂಚಿಸಿದರು. ಜಿಲ್ಲಾಧಿಕಾರಿಗಳ ಕಚೇರಿಯಲ್ಲಿ ನಡೆದ ಸಭೆಯಲ್ಲಿ ಮಾತನಾಡಿದ ಅವರು, ಗ್ರಾಮೀಣ ಭಾಗದಲ್ಲಿ ಜನರಿಗೆ ಅರಿವು ಮೂಡಿಸಬೇಕು. ಆಶಾ ಕಾರ್ಯಕರ್ತೆಯರು ಮನೆ ಮನೆಗೆ ತೆರಳಿ ಮಾಹಿತಿ ನೀಡಬೇಕು. ತಾಯಿ ಮತ್ತು ಮಗುವಿನ ಆರೋಗ್ಯದ ಕಡೆ ಹೆಚ್ಚಿನ ಗಮನ ಹರಿಸಬೇಕು ಎಂದು ತಿಳಿಸಿದರು. ಸಭೆಯಲ್ಲಿ ವಿವಿಧ ಇಲಾಖೆಗಳ ಅಧಿಕಾರಿಗಳು ಹಾಜರಿದ್ದರು.: [204, 388, 280, 434]
article-body: ರಾಮನಗರ: ಜಿಲ್ಲೆಯಲ್ಲಿ ಹಾವು ಕಡಿತ ಪ್ರಕರಣಗಳಲ್ಲಿ ಸಾವು ಸಂಭವಿಸದಂತೆ ಸೂಕ್ತ ಮುನ್ನೆಚ್ಚರಿಕೆ ವಹಿಸಬೇಕು. ಪ್ರಾಥಮಿಕ ಆರೋಗ್ಯ ಕೇಂದ್ರಗಳಲ್ಲಿ ಔಷಧ ದಾಸ್ತಾನು ಇರಬೇಕು ಎಂದು ಜಿಲ್ಲಾಧಿಕಾರಿ ಸೂಚಿಸಿದರು. ಜಿಲ್ಲಾಧಿಕಾರಿಗಳ ಕಚೇರಿಯಲ್ಲಿ ನಡೆದ ಸಭೆಯಲ್ಲಿ ಮಾತನಾಡಿದ ಅವರು, ಗ್ರಾಮೀಣ ಭಾಗದಲ್ಲಿ ಜನರಿಗೆ ಅರಿವು ಮೂಡಿಸಬೇಕು. ಆಶಾ ಕಾರ್ಯಕರ್ತೆಯರು ಮನೆ ಮನೆಗೆ ತೆರಳಿ ಮಾಹಿತಿ ನೀಡಬೇಕು. ತಾಯಿ ಮತ್ತು ಮಗುವಿನ ಆರೋಗ್ಯದ ಕಡೆ ಹೆಚ್ಚಿನ ಗಮನ ಹರಿಸಬೇಕು ಎಂದು ತಿಳಿಸಿದರು. ಸಭೆಯಲ್ಲಿ ವಿವಿಧ ಇಲಾಖೆಗಳ ಅಧಿಕಾರಿಗಳು ಹಾಜರಿದ್ದರು.: [284, 528, 360, 574]
article-body: ರಾಮನಗರ: ಜಿಲ್ಲೆಯಲ್ಲಿ ಹಾವು ಕಡಿತ ಪ್ರಕರಣಗಳಲ್ಲಿ ಸಾವು ಸಂಭವಿಸದಂತೆ ಸೂಕ್ತ ಮುನ್ನೆಚ್ಚರಿಕೆ ವಹಿಸಬೇಕು. ಪ್ರಾಥಮಿಕ ಆರೋಗ್ಯ ಕೇಂದ್ರಗಳಲ್ಲಿ ಔಷಧ ದಾಸ್ತಾನು ಇರಬೇಕು ಎಂದು ಜಿಲ್ಲಾಧಿಕಾರಿ ಸೂಚಿಸಿದರು. ಜಿಲ್ಲಾಧಿಕಾರಿಗಳ ಕಚೇರಿಯಲ್ಲಿ ನಡೆದ ಸಭೆಯಲ್ಲಿ ಮಾತನಾಡಿದ ಅವರು, ಗ್ರಾಮೀಣ ಭಾಗದಲ್ಲಿ ಜನರಿಗೆ ಅರಿವು ಮೂಡಿಸಬೇಕು. ಆಶಾ ಕಾರ್ಯಕರ್ತೆಯರು ಮನೆ ಮನೆಗೆ ತೆರಳಿ ಮಾಹಿತಿ ನೀಡಬೇಕು. ತಾಯಿ ಮತ್ತು ಮಗುವಿನ ಆರೋಗ್ಯದ ಕಡೆ ಹೆಚ್ಚಿನ ಗಮನ ಹರಿಸಬೇಕು ಎಂದು ತಿಳಿಸಿದರು. ಸಭೆಯಲ್ಲಿ ವಿವಿಧ ಇಲಾಖೆಗಳ ಅಧಿಕಾರಿಗಳು ಹಾಜರಿದ್ದರು.: [199, 740, 271, 786]
divider: [0, 694, 600, 696]
article-body: ರಾಮನಗರ: ಜಿಲ್ಲೆಯಲ್ಲಿ ಹಾವು ಕಡಿತ ಪ್ರಕರಣಗಳಲ್ಲಿ ಸಾವು ಸಂಭವಿಸದಂತೆ ಸೂಕ್ತ ಮುನ್ನೆಚ್ಚರಿಕೆ ವಹಿಸಬೇಕು. ಪ್ರಾಥಮಿಕ ಆರೋಗ್ಯ ಕೇಂದ್ರಗಳಲ್ಲಿ ಔಷಧ ದಾಸ್ತಾನು ಇರಬೇಕು ಎಂದು ಜಿಲ್ಲಾಧಿಕಾರಿ ಸೂಚಿಸಿದರು. ಜಿಲ್ಲಾಧಿಕಾರಿಗಳ ಕಚೇರಿಯಲ್ಲಿ ನಡೆದ ಸಭೆಯಲ್ಲಿ ಮಾತನಾಡಿದ ಅವರು, ಗ್ರಾಮೀಣ ಭಾಗದಲ್ಲಿ ಜನರಿಗೆ ಅರಿವು ಮೂಡಿಸಬೇಕು. ಆಶಾ ಕಾರ್ಯಕರ್ತೆಯರು ಮನೆ ಮನೆಗೆ ತೆರಳಿ ಮಾಹಿತಿ ನೀಡಬೇಕು. ತಾಯಿ ಮತ್ತು ಮಗುವಿನ ಆರೋಗ್ಯದ ಕಡೆ ಹೆಚ್ಚಿನ ಗಮನ ಹರಿಸಬೇಕು ಎಂದು ತಿಳಿಸಿದರು. ಸಭೆಯಲ್ಲಿ ವಿವಿಧ ಇಲಾಖೆಗಳ ಅಧಿಕಾರಿಗಳು ಹಾಜರಿದ್ದರು.: [444, 610, 596, 635]
article-body: ರಾಮನಗರ: ಜಿಲ್ಲೆಯಲ್ಲಿ ಹಾವು ಕಡಿತ ಪ್ರಕರಣಗಳಲ್ಲಿ ಸಾವು ಸಂಭವಿಸದಂತೆ ಸೂಕ್ತ ಮುನ್ನೆಚ್ಚರಿಕೆ ವಹಿಸಬೇಕು. ಪ್ರಾಥಮಿಕ ಆರೋಗ್ಯ ಕೇಂದ್ರಗಳಲ್ಲಿ ಔಷಧ ದಾಸ್ತಾನು ಇರಬೇಕು ಎಂದು ಜಿಲ್ಲಾಧಿಕಾರಿ ಸೂಚಿಸಿದರು. ಜಿಲ್ಲಾಧಿಕಾರಿಗಳ ಕಚೇರಿಯಲ್ಲಿ ನಡೆದ ಸಭೆಯಲ್ಲಿ ಮಾತನಾಡಿದ ಅವರು, ಗ್ರಾಮೀಣ ಭಾಗದಲ್ಲಿ ಜನರಿಗೆ ಅರಿವು ಮೂಡಿಸಬೇಕು. ಆಶಾ ಕಾರ್ಯಕರ್ತೆಯರು ಮನೆ ಮನೆಗೆ ತೆರಳಿ ಮಾಹಿತಿ ನೀಡಬೇಕು. ತಾಯಿ ಮತ್ತು ಮಗುವಿನ ಆರೋಗ್ಯದ ಕಡೆ ಹೆಚ್ಚಿನ ಗಮನ ಹರಿಸಬೇಕು ಎಂದು ತಿಳಿಸಿದರು. ಸಭೆಯಲ್ಲಿ ವಿವಿಧ ಇಲಾಖೆಗಳ ಅಧಿಕಾರಿಗಳು ಹಾಜರಿದ್ದರು.: [124, 320, 200, 366]
digital-headline: ತಿಂಗಳಾಂತ್ಯದ ಅಂತಾರಾಷ್ಟ್ರೀಯ ಡಿಜಿಟಲ್ ಮಾಸಾಚರಣೆ: [124, 604, 280, 614]
poem-line: ನಿನ್ನನ್ನು ಕಂಡು: [58, 117, 82, 123]
article-body: ರಾಮನಗರ: ಜಿಲ್ಲೆಯಲ್ಲಿ ಹಾವು ಕಡಿತ ಪ್ರಕರಣಗಳಲ್ಲಿ ಸಾವು ಸಂಭವಿಸದಂತೆ ಸೂಕ್ತ ಮುನ್ನೆಚ್ಚರಿಕೆ ವಹಿಸಬೇಕು. ಪ್ರಾಥಮಿಕ ಆರೋಗ್ಯ ಕೇಂದ್ರಗಳಲ್ಲಿ ಔಷಧ ದಾಸ್ತಾನು ಇರಬೇಕು ಎಂದು ಜಿಲ್ಲಾಧಿಕಾರಿ ಸೂಚಿಸಿದರು. ಜಿಲ್ಲಾಧಿಕಾರಿಗಳ ಕಚೇರಿಯಲ್ಲಿ ನಡೆದ ಸಭೆಯಲ್ಲಿ ಮಾತನಾಡಿದ ಅವರು, ಗ್ರಾಮೀಣ ಭಾಗದಲ್ಲಿ ಜನರಿಗೆ ಅರಿವು ಮೂಡಿಸಬೇಕು. ಆಶಾ ಕಾರ್ಯಕರ್ತೆಯರು ಮನೆ ಮನೆಗೆ ತೆರಳಿ ಮಾಹಿತಿ ನೀಡಬೇಕು. ತಾಯಿ ಮತ್ತು ಮಗುವಿನ ಆರೋಗ್ಯದ ಕಡೆ ಹೆಚ್ಚಿನ ಗಮನ ಹರಿಸಬೇಕು ಎಂದು ತಿಳಿಸಿದರು. ಸಭೆಯಲ್ಲಿ ವಿವಿಧ ಇಲಾಖೆಗಳ ಅಧಿಕಾರಿಗಳು ಹಾಜರಿದ್ದರು.: [132, 788, 190, 850]
byline: ■ ಉದಯವಾಣಿ ಸಮಾಚಾರ: [124, 619, 167, 624]
phone-image: [309, 9, 323, 37]
ad-line-1: ಮಿಕ್ಸಿ ರಿಪೇರಿ ಕೇಳಿ: [327, 7, 355, 13]
issue-date: ಸೋಮವಾರ, ನವೆಂಬರ್ 10, 2025: [14, 32, 77, 38]
divider: [122, 288, 596, 289]
divider: [4, 224, 114, 225]
article-body: ರಾಮನಗರ: ಜಿಲ್ಲೆಯಲ್ಲಿ ಹಾವು ಕಡಿತ ಪ್ರಕರಣಗಳಲ್ಲಿ ಸಾವು ಸಂಭವಿಸದಂತೆ ಸೂಕ್ತ ಮುನ್ನೆಚ್ಚರಿಕೆ ವಹಿಸಬೇಕು. ಪ್ರಾಥಮಿಕ ಆರೋಗ್ಯ ಕೇಂದ್ರಗಳಲ್ಲಿ ಔಷಧ ದಾಸ್ತಾನು ಇರಬೇಕು ಎಂದು ಜಿಲ್ಲಾಧಿಕಾರಿ ಸೂಚಿಸಿದರು. ಜಿಲ್ಲಾಧಿಕಾರಿಗಳ ಕಚೇರಿಯಲ್ಲಿ ನಡೆದ ಸಭೆಯಲ್ಲಿ ಮಾತನಾಡಿದ ಅವರು, ಗ್ರಾಮೀಣ ಭಾಗದಲ್ಲಿ ಜನರಿಗೆ ಅರಿವು ಮೂಡಿಸಬೇಕು. ಆಶಾ ಕಾರ್ಯಕರ್ತೆಯರು ಮನೆ ಮನೆಗೆ ತೆರಳಿ ಮಾಹಿತಿ ನೀಡಬೇಕು. ತಾಯಿ ಮತ್ತು ಮಗುವಿನ ಆರೋಗ್ಯದ ಕಡೆ ಹೆಚ್ಚಿನ ಗಮನ ಹರಿಸಬೇಕು ಎಂದು ತಿಳಿಸಿದರು. ಸಭೆಯಲ್ಲಿ ವಿವಿಧ ಇಲಾಖೆಗಳ ಅಧಿಕಾರಿಗಳು ಹಾಜರಿದ್ದರು.: [6, 654, 112, 685]
leopard-headline: ದೊಡ್ಡ ತಾಂಡ್ಯ, ಗೋಶಾಲೆ ಬಳಿ ಸಂಚರಿಸಿದ್ದ ಚಿರತೆ ಸೆರೆ: [444, 512, 587, 533]
road-naming-headline: ‘ರಾಮನಗರದ ರಸ್ತೆಗಳಿಗೆ ಗಣ್ಯರ ಹೆಸರು ನಾಮಕರಣ ಮಾಡಿ’: [444, 292, 591, 313]
article-body: ರಾಮನಗರ: ಜಿಲ್ಲೆಯಲ್ಲಿ ಹಾವು ಕಡಿತ ಪ್ರಕರಣಗಳಲ್ಲಿ ಸಾವು ಸಂಭವಿಸದಂತೆ ಸೂಕ್ತ ಮುನ್ನೆಚ್ಚರಿಕೆ ವಹಿಸಬೇಕು. ಪ್ರಾಥಮಿಕ ಆರೋಗ್ಯ ಕೇಂದ್ರಗಳಲ್ಲಿ ಔಷಧ ದಾಸ್ತಾನು ಇರಬೇಕು ಎಂದು ಜಿಲ್ಲಾಧಿಕಾರಿ ಸೂಚಿಸಿದರು. ಜಿಲ್ಲಾಧಿಕಾರಿಗಳ ಕಚೇರಿಯಲ್ಲಿ ನಡೆದ ಸಭೆಯಲ್ಲಿ ಮಾತನಾಡಿದ ಅವರು, ಗ್ರಾಮೀಣ ಭಾಗದಲ್ಲಿ ಜನರಿಗೆ ಅರಿವು ಮೂಡಿಸಬೇಕು. ಆಶಾ ಕಾರ್ಯಕರ್ತೆಯರು ಮನೆ ಮನೆಗೆ ತೆರಳಿ ಮಾಹಿತಿ ನೀಡಬೇಕು. ತಾಯಿ ಮತ್ತು ಮಗುವಿನ ಆರೋಗ್ಯದ ಕಡೆ ಹೆಚ್ಚಿನ ಗಮನ ಹರಿಸಬೇಕು ಎಂದು ತಿಳಿಸಿದರು. ಸಭೆಯಲ್ಲಿ ವಿವಿಧ ಇಲಾಖೆಗಳ ಅಧಿಕಾರಿಗಳು ಹಾಜರಿದ್ದರು.: [422, 814, 498, 860]
byline: ■ ಉದಯವಾಣಿ ಸಮಾಚಾರ: [124, 113, 167, 118]
works-headline: 8 ಕೋಟಿ ವೆಚ್ಚದ ವಿವಿಧ ಕಾಮಗಾರಿಗೆ ಶಾಸಕರ ಚಾಲನೆ: [124, 292, 367, 308]
blood-donation-photo: [6, 240, 112, 300]
felicitation-photo: [506, 318, 596, 358]
article-body: ರಾಮನಗರ: ಜಿಲ್ಲೆಯಲ್ಲಿ ಹಾವು ಕಡಿತ ಪ್ರಕರಣಗಳಲ್ಲಿ ಸಾವು ಸಂಭವಿಸದಂತೆ ಸೂಕ್ತ ಮುನ್ನೆಚ್ಚರಿಕೆ ವಹಿಸಬೇಕು. ಪ್ರಾಥಮಿಕ ಆರೋಗ್ಯ ಕೇಂದ್ರಗಳಲ್ಲಿ ಔಷಧ ದಾಸ್ತಾನು ಇರಬೇಕು ಎಂದು ಜಿಲ್ಲಾಧಿಕಾರಿ ಸೂಚಿಸಿದರು. ಜಿಲ್ಲಾಧಿಕಾರಿಗಳ ಕಚೇರಿಯಲ್ಲಿ ನಡೆದ ಸಭೆಯಲ್ಲಿ ಮಾತನಾಡಿದ ಅವರು, ಗ್ರಾಮೀಣ ಭಾಗದಲ್ಲಿ ಜನರಿಗೆ ಅರಿವು ಮೂಡಿಸಬೇಕು. ಆಶಾ ಕಾರ್ಯಕರ್ತೆಯರು ಮನೆ ಮನೆಗೆ ತೆರಳಿ ಮಾಹಿತಿ ನೀಡಬೇಕು. ತಾಯಿ ಮತ್ತು ಮಗುವಿನ ಆರೋಗ್ಯದ ಕಡೆ ಹೆಚ್ಚಿನ ಗಮನ ಹರಿಸಬೇಕು ಎಂದು ತಿಳಿಸಿದರು. ಸಭೆಯಲ್ಲಿ ವಿವಿಧ ಇಲಾಖೆಗಳ ಅಧಿಕಾರಿಗಳು ಹಾಜರಿದ್ದರು.: [330, 228, 434, 264]
sports-headline: ದೈಹಿಕ, ಮಾನಸಿಕ ಸದೃಢತೆಗೆ ಕ್ರೀಡೆ ಸಹಕಾರಿ: ರಘು: [124, 452, 317, 466]
column-author: - ಎನ್. ಶಂಕರಪ್ಪ: [48, 95, 73, 100]
article-body: ರಾಮನಗರ: ಜಿಲ್ಲೆಯಲ್ಲಿ ಹಾವು ಕಡಿತ ಪ್ರಕರಣಗಳಲ್ಲಿ ಸಾವು ಸಂಭವಿಸದಂತೆ ಸೂಕ್ತ ಮುನ್ನೆಚ್ಚರಿಕೆ ವಹಿಸಬೇಕು. ಪ್ರಾಥಮಿಕ ಆರೋಗ್ಯ ಕೇಂದ್ರಗಳಲ್ಲಿ ಔಷಧ ದಾಸ್ತಾನು ಇರಬೇಕು ಎಂದು ಜಿಲ್ಲಾಧಿಕಾರಿ ಸೂಚಿಸಿದರು. ಜಿಲ್ಲಾಧಿಕಾರಿಗಳ ಕಚೇರಿಯಲ್ಲಿ ನಡೆದ ಸಭೆಯಲ್ಲಿ ಮಾತನಾಡಿದ ಅವರು, ಗ್ರಾಮೀಣ ಭಾಗದಲ್ಲಿ ಜನರಿಗೆ ಅರಿವು ಮೂಡಿಸಬೇಕು. ಆಶಾ ಕಾರ್ಯಕರ್ತೆಯರು ಮನೆ ಮನೆಗೆ ತೆರಳಿ ಮಾಹಿತಿ ನೀಡಬೇಕು. ತಾಯಿ ಮತ್ತು ಮಗುವಿನ ಆರೋಗ್ಯದ ಕಡೆ ಹೆಚ್ಚಿನ ಗಮನ ಹರಿಸಬೇಕು ಎಂದು ತಿಳಿಸಿದರು. ಸಭೆಯಲ್ಲಿ ವಿವಿಧ ಇಲಾಖೆಗಳ ಅಧಿಕಾರಿಗಳು ಹಾಜರಿದ್ದರು.: [340, 630, 440, 666]
sports-photo: [204, 468, 354, 524]
poem-title: ಸವಿನೆನಪು: [59, 104, 81, 112]
article-body: ರಾಮನಗರ: ಜಿಲ್ಲೆಯಲ್ಲಿ ಹಾವು ಕಡಿತ ಪ್ರಕರಣಗಳಲ್ಲಿ ಸಾವು ಸಂಭವಿಸದಂತೆ ಸೂಕ್ತ ಮುನ್ನೆಚ್ಚರಿಕೆ ವಹಿಸಬೇಕು. ಪ್ರಾಥಮಿಕ ಆರೋಗ್ಯ ಕೇಂದ್ರಗಳಲ್ಲಿ ಔಷಧ ದಾಸ್ತಾನು ಇರಬೇಕು ಎಂದು ಜಿಲ್ಲಾಧಿಕಾರಿ ಸೂಚಿಸಿದರು. ಜಿಲ್ಲಾಧಿಕಾರಿಗಳ ಕಚೇರಿಯಲ್ಲಿ ನಡೆದ ಸಭೆಯಲ್ಲಿ ಮಾತನಾಡಿದ ಅವರು, ಗ್ರಾಮೀಣ ಭಾಗದಲ್ಲಿ ಜನರಿಗೆ ಅರಿವು ಮೂಡಿಸಬೇಕು. ಆಶಾ ಕಾರ್ಯಕರ್ತೆಯರು ಮನೆ ಮನೆಗೆ ತೆರಳಿ ಮಾಹಿತಿ ನೀಡಬೇಕು. ತಾಯಿ ಮತ್ತು ಮಗುವಿನ ಆರೋಗ್ಯದ ಕಡೆ ಹೆಚ್ಚಿನ ಗಮನ ಹರಿಸಬೇಕು ಎಂದು ತಿಳಿಸಿದರು. ಸಭೆಯಲ್ಲಿ ವಿವಿಧ ಇಲಾಖೆಗಳ ಅಧಿಕಾರಿಗಳು ಹಾಜರಿದ್ದರು.: [6, 530, 112, 561]
print-registration-marks: [90, 916, 510, 924]
